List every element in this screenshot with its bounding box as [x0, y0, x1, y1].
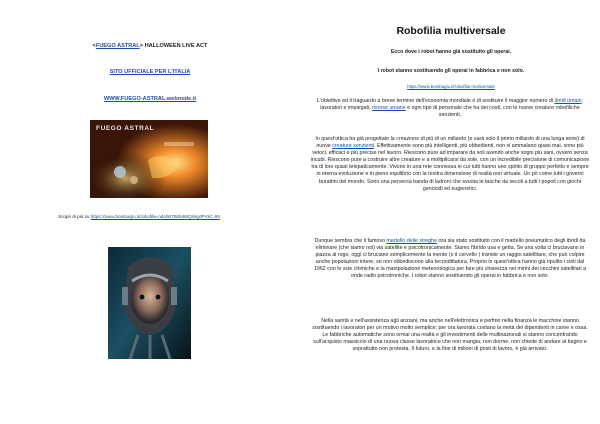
fuego-astral-link[interactable]: FUEGO ASTRAL	[95, 43, 140, 49]
discover-more-line	[58, 214, 220, 219]
heading-prefix: <	[92, 43, 96, 49]
paragraph-2	[310, 136, 590, 193]
p3-text-a: Dunque sembra che il famoso	[314, 238, 387, 244]
paragraph-1	[310, 98, 590, 119]
creature-senzienti-link[interactable]: creature senzienti	[332, 143, 375, 150]
webnode-link[interactable]: WWW.FUEGO-ASTRAL.webnode.it	[103, 96, 197, 102]
discover-link[interactable]: https://www.bombagiu.it/robofilia-ndo/W7BdH58Qs6gdPVkC-99	[90, 214, 220, 219]
article-subtitle-1: Ecco dove i robot hanno già sostituito gli operai.	[390, 49, 512, 55]
discover-prefix: Scopri di più su	[58, 214, 91, 219]
p2-text-b: . Effettivamente sono più intelligenti, più obbedienti, non si ammalano quasi mai, sono più veloci, efficaci e più precise nel lavoro. Riescono pure ad imparare da soli avendo anche sogni più sani, ovvero senza incubi. Riescono pure a costruire altre creature e a moltiplicarsi da sole, con un incredibile precisione di comunicazione tra di loro quasi telepaticamente. Vivono in una rete connessa in cui tutti hanno uno spirito di gruppo perfetto e sempre in eterna evoluzione e in pieno equilibrio con la nostra dimensione di realtà non virtuale. Un pò come tutti i governi burattini del mondo. Sono una perversa banda di ladroni che svuota le tasche da secoli a tutti i popoli con giochi genocidi ed eugenetici.	[310, 143, 590, 192]
p3-text-b: ora sia stato sostituito con il martello pneumatico degli ibridi da eliminare (che siamo noi) via satellite e psicotronicamente. Siamo l'ibrido usa e getta. Se una volta ci bruciavano in piazza al rogo, oggi ci bruciano semplicemente la mente (o il cervello ) tramite un raggio satellitare, che può colpire anche popolazioni intere, se non obbediscono alla tecnodittatura. Proprio in quest'ottica hanno già ripulito i cieli dal 1962 con le scie chimiche e la manipolazione meteorologica per fare più chiarezza nei mirini dei cecchini satellitari a onde radio psicotroniche. I robot stanno sostituendo gli operai in fabbrica e non solo.	[313, 238, 587, 280]
poster-brand: FUEGO ASTRAL	[96, 125, 155, 132]
paragraph-3	[310, 238, 590, 281]
martello-delle-streghe-link[interactable]: martello delle streghe	[386, 238, 438, 244]
fuego-astral-poster	[90, 120, 208, 198]
risorse-umane-link[interactable]: risorse umane	[372, 105, 406, 112]
official-site-link[interactable]: SITO UFFICIALE PER L'ITALIA	[109, 69, 191, 75]
p1-text-c: e ogni tipo di personale che ha dei costi, con le nuove creature robofiliche senzienti.	[405, 105, 580, 119]
p1-text-a: L'obiettivo ed il traguardo a breve termine dell'economia mondiale è di sostituire il maggior numero di	[316, 98, 555, 104]
source-link[interactable]: https://www.bombagiu.it/robofilia-multiversale	[407, 84, 495, 89]
halloween-live-act-heading	[0, 43, 300, 49]
ibridi-umani-link[interactable]: ibridi umani	[554, 98, 582, 104]
p2-text-a: In quest'ottica ha già progettato la creazione di più di un miliardo (e sarà solo il primo miliardo di una lunga serie) di nuove	[315, 136, 585, 150]
article-subtitle-2: I robot stanno sostituendo gli operai in fabbrica e non solo.	[377, 68, 525, 74]
paragraph-4: Nella sanità e nell'assistenza agli anziani, ma anche nell'elettronica e perfino nella finanza le macchine stanno sostituendo i lavoratori per un motivo molto semplice: per ora lavorata costano la metà dei dipendenti in carne e ossa. Le fabbriche automatiche sono ormai una realtà e gli investimenti delle multinazionali si stanno concentrando sull'acquisto massiccio di una nuova classe lavoratrice che non mangia, non dorme, non chiede di andare al bagno e soprattutto non protesta. Il futuro, e la fine di milioni di posti di lavoro, è già arrivato.	[312, 318, 588, 353]
article-title: Robofilia multiversale	[396, 25, 506, 37]
p1-text-b: , lavoratori e impiegati,	[320, 98, 584, 112]
heading-suffix: > HALLOWEEN LIVE ACT	[139, 43, 208, 49]
right-page	[302, 0, 600, 424]
cyborg-head-image	[108, 247, 191, 359]
